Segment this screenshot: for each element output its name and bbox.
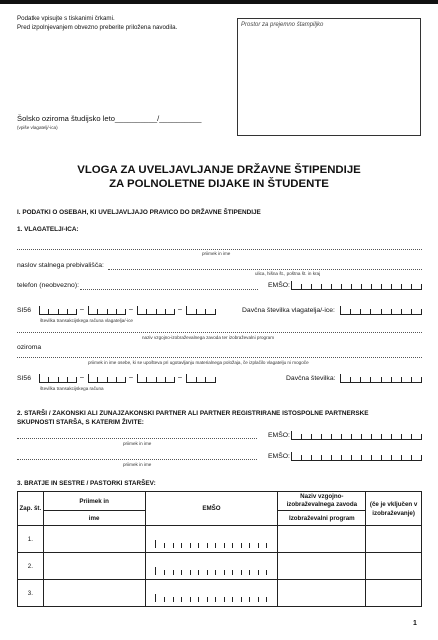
parent-1-emso-boxes[interactable] [291, 432, 422, 440]
col-surname-header: Priimek in [43, 492, 145, 511]
account2-group-1[interactable] [39, 375, 77, 383]
tax-number-label-2: Davčna številka: [286, 375, 336, 382]
sibling-emso-cell[interactable] [145, 553, 278, 580]
sibling-included-cell[interactable] [366, 580, 422, 607]
or-label: oziroma [17, 344, 42, 351]
col-institution-header-line-2: izobraževalnega zavoda [286, 501, 358, 508]
address-hint: ulica, hišna št., poštna št. in kraj [255, 271, 321, 276]
instructions-note [17, 14, 177, 32]
title-line-1: VLOGA ZA UVELJAVLJANJE DRŽAVNE ŠTIPENDIJE [77, 164, 361, 176]
institution-line[interactable] [17, 332, 422, 333]
sibling-included-cell[interactable] [366, 553, 422, 580]
applicant-name-hint: priimek in ime [202, 251, 231, 256]
page-title [0, 163, 438, 191]
applicant-emso-boxes[interactable] [291, 282, 422, 290]
col-institution-header [278, 492, 366, 511]
section-2-heading [17, 409, 422, 427]
account-group-2[interactable] [88, 307, 126, 315]
applicant-name-line[interactable] [17, 249, 422, 250]
section-2-heading-line-1: 2. STARŠI / ZAKONSKI ALI ZUNAJZAKONSKI PARTNER ALI PARTNER REGISTRIRANE ISTOSPOLNE PARTNERSKE [17, 410, 369, 417]
parent-1-emso-label: EMŠO: [268, 432, 290, 439]
stamp-box [237, 18, 421, 136]
account2-group-2[interactable] [88, 375, 126, 383]
parent-1-name-line[interactable] [17, 438, 257, 439]
row-number: 3. [18, 580, 44, 607]
col-emso-header: EMŠO [145, 492, 278, 526]
sibling-emso-cell[interactable] [145, 526, 278, 553]
institution-hint: naziv vzgojno-izobraževalnega zavoda ter izobraževalni program [142, 335, 275, 340]
table-row [18, 526, 422, 553]
row-number: 2. [18, 553, 44, 580]
account2-sep-1: – [80, 374, 84, 381]
parent-2-name-line[interactable] [17, 459, 257, 460]
account2-sep-3: – [178, 374, 182, 381]
sibling-institution-cell[interactable] [278, 553, 366, 580]
address-line[interactable] [108, 269, 422, 270]
applicant-emso-label: EMŠO: [268, 282, 290, 289]
section-1-heading: I. PODATKI O OSEBAH, KI UVELJAVLJAJO PRAVICO DO DRŽAVNE ŠTIPENDIJE [17, 209, 261, 216]
top-black-bar [0, 0, 438, 4]
sibling-name-cell[interactable] [43, 526, 145, 553]
parent-2-emso-boxes[interactable] [291, 453, 422, 461]
col-institution-header-line-1: Naziv vzgojno- [300, 493, 344, 500]
account-sep-1: – [80, 306, 84, 313]
school-year-slash: / [157, 114, 160, 123]
sibling-included-cell[interactable] [366, 526, 422, 553]
sibling-institution-cell[interactable] [278, 580, 366, 607]
parent-1-name-hint: priimek in ime [123, 441, 152, 446]
account2-sep-2: – [129, 374, 133, 381]
si56-hint-2: številka transakcijskega računa [40, 386, 104, 391]
account-group-3[interactable] [137, 307, 175, 315]
col-no-header: Zap. št. [18, 492, 44, 526]
sibling-name-cell[interactable] [43, 553, 145, 580]
siblings-table [17, 491, 422, 607]
address-label: naslov stalnega prebivališča: [17, 262, 104, 269]
sibling-institution-cell[interactable] [278, 526, 366, 553]
school-year-blank-2[interactable]: __________ [159, 114, 202, 123]
col-name-header: ime [43, 511, 145, 526]
title-line-2: ZA POLNOLETNE DIJAKE IN ŠTUDENTE [109, 178, 329, 190]
section-3-heading: 3. BRATJE IN SESTRE / PASTORKI STARŠEV: [17, 480, 156, 487]
si56-hint: številka transakcijskega računa vlagatelja/-ice [40, 318, 133, 323]
table-row [18, 553, 422, 580]
tax-number-boxes[interactable] [340, 307, 422, 315]
other-person-line[interactable] [17, 357, 422, 358]
school-year-blank-1[interactable]: __________ [114, 114, 158, 123]
tax-number-label: Davčna številka vlagatelja/-ice: [242, 307, 335, 314]
account-sep-3: – [178, 306, 182, 313]
page-number: 1 [413, 620, 417, 627]
col-program-header: Izobraževalni program [278, 511, 366, 526]
tax-number-boxes-2[interactable] [340, 375, 422, 383]
sibling-emso-cell[interactable] [145, 580, 278, 607]
parent-2-emso-label: EMŠO: [268, 453, 290, 460]
parent-2-name-hint: priimek in ime [123, 462, 152, 467]
applicant-heading: 1. VLAGATELJ/-ICA: [17, 226, 79, 233]
account2-group-3[interactable] [137, 375, 175, 383]
school-year-label: Šolsko oziroma študijsko leto [17, 114, 115, 123]
table-row [18, 580, 422, 607]
other-person-hint: priimek in ime osebe, ki se upošteva pri ugotavljanju materialnega položaja, če izplačilo vlagatelju ni mogoče [88, 360, 309, 365]
stamp-label: Prostor za prejemno štampiljko [241, 22, 324, 28]
phone-line[interactable] [80, 289, 258, 290]
account2-group-4[interactable] [186, 375, 216, 383]
instruction-line-2: Pred izpolnjevanjem obvezno preberite priložena navodila. [17, 24, 178, 31]
account-group-4[interactable] [186, 307, 216, 315]
school-year-hint: (vpiše vlagatelj/-ica) [17, 125, 58, 130]
col-included-header: (če je vključen v izobraževanje) [366, 492, 422, 526]
section-2-heading-line-2: SKUPNOSTI STARŠA, S KATERIM ŽIVITE: [17, 419, 144, 426]
row-number: 1. [18, 526, 44, 553]
phone-label: telefon (neobvezno): [17, 282, 79, 289]
sibling-name-cell[interactable] [43, 580, 145, 607]
si56-label-2: SI56 [17, 375, 31, 382]
account-sep-2: – [129, 306, 133, 313]
instruction-line-1: Podatke vpisujte s tiskanimi črkami. [17, 15, 115, 22]
school-year-field[interactable] [17, 114, 202, 123]
account-group-1[interactable] [39, 307, 77, 315]
si56-label: SI56 [17, 307, 31, 314]
